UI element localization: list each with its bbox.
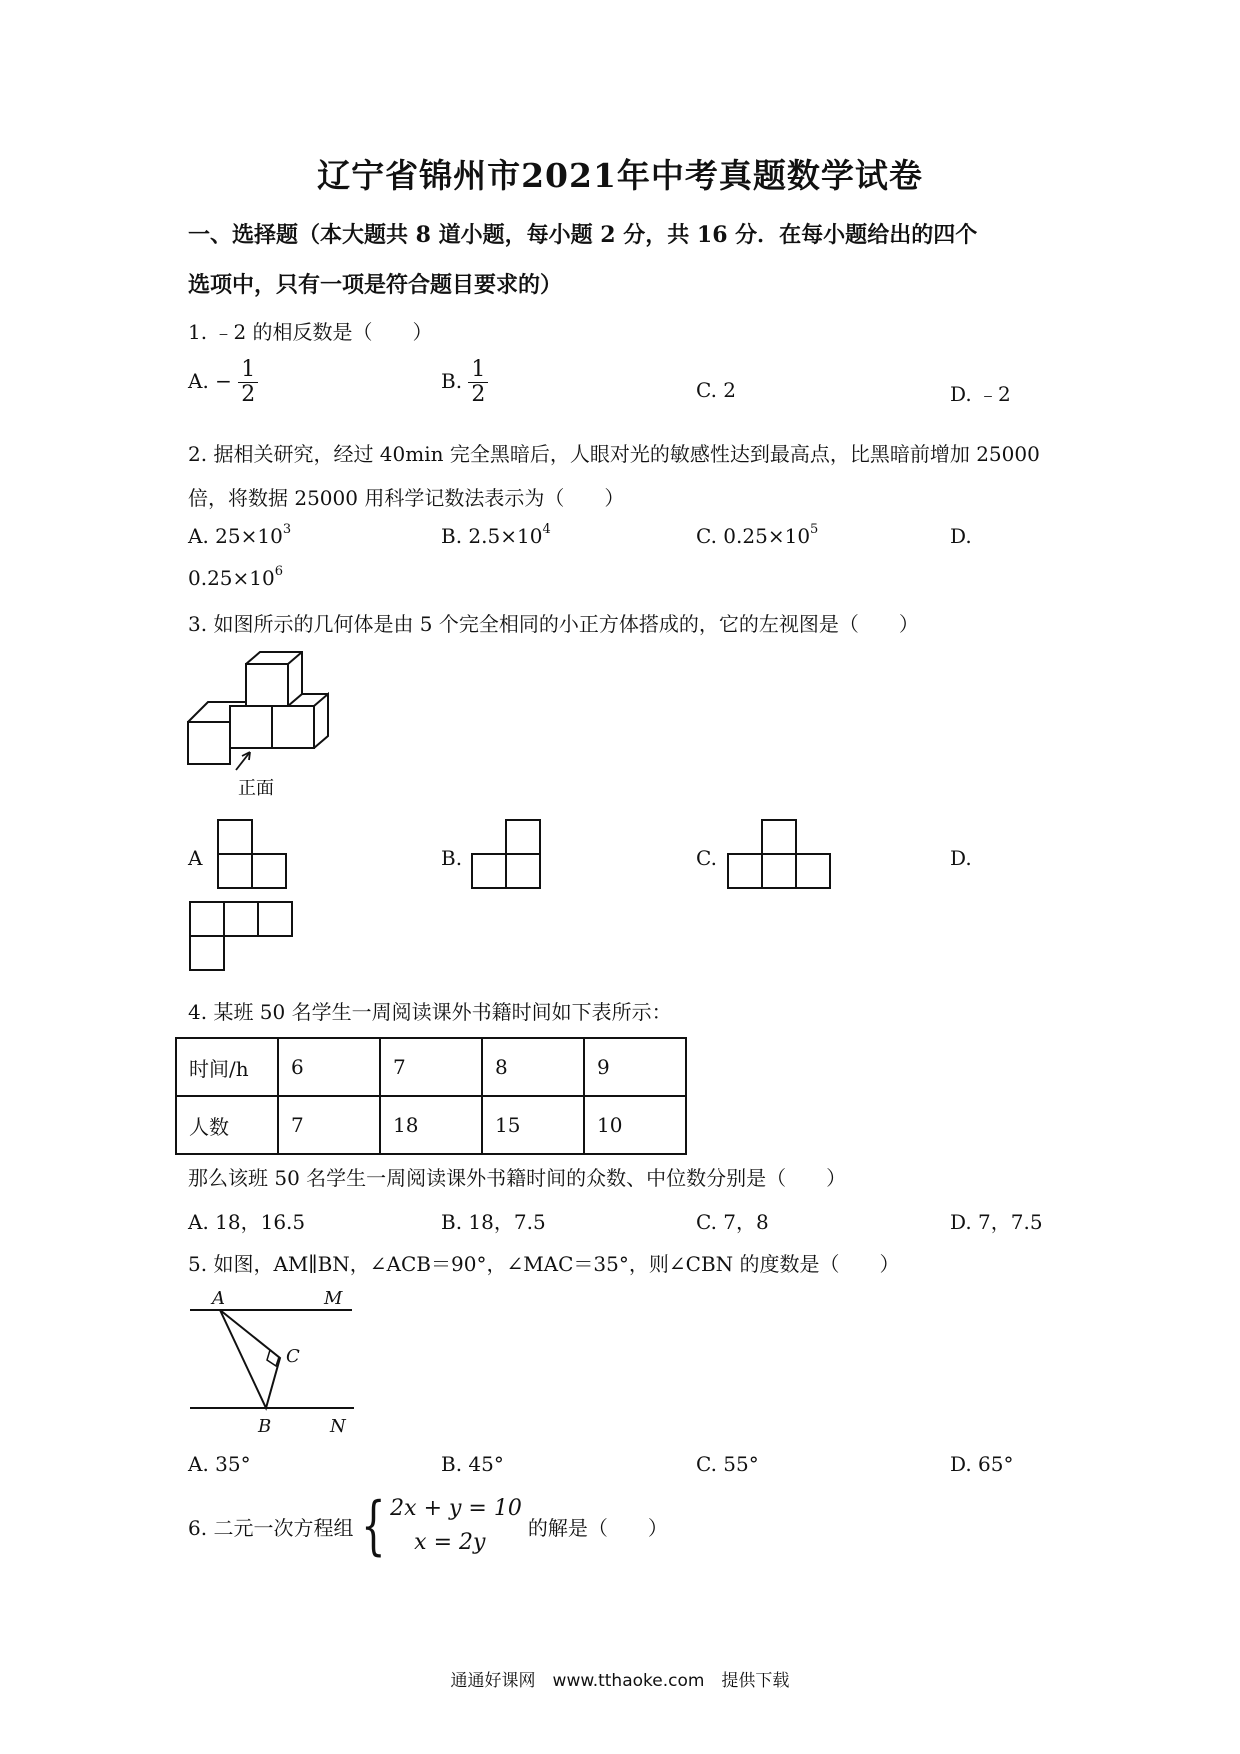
brace-icon: { (361, 1489, 387, 1563)
table-cell: 时间/h (176, 1038, 278, 1096)
q1-option-a-fraction (238, 358, 258, 407)
page-footer: 通通好课网 www.tthaoke.com 提供下载 (450, 1671, 790, 1691)
q6-suffix: 的解是（ ） (527, 1515, 668, 1540)
q4-question: 那么该班 50 名学生一周阅读课外书籍时间的众数、中位数分别是（ ） (188, 1166, 847, 1190)
q1-option-c: C. 2 (696, 378, 737, 402)
q1-a-denominator: 2 (241, 382, 256, 408)
q3-solid-figure (186, 650, 356, 800)
cube-top (246, 664, 288, 706)
q5-stem: 5. 如图，AM∥BN，∠ACB＝90°，∠MAC＝35°，则∠CBN 的度数是（ ） (188, 1252, 900, 1276)
q5-option-b: B. 45° (441, 1452, 504, 1476)
q6-equations (390, 1492, 522, 1560)
q3-stem: 3. 如图所示的几何体是由 5 个完全相同的小正方体搭成的，它的左视图是（ ） (188, 612, 919, 636)
point-label-a: A (212, 1288, 225, 1309)
table-cell: 10 (584, 1096, 686, 1154)
point-label-c: C (286, 1346, 300, 1367)
q4-table (175, 1037, 687, 1155)
table-cell: 8 (482, 1038, 584, 1096)
q5-option-d: D. 65° (950, 1452, 1014, 1476)
table-cell: 6 (278, 1038, 380, 1096)
q2-stem-line1: 2. 据相关研究，经过 40min 完全黑暗后，人眼对光的敏感性达到最高点，比黑暗前增加 25000 (188, 442, 1040, 466)
q3-option-c-label: C. (696, 846, 717, 870)
table-cell: 人数 (176, 1096, 278, 1154)
q3-option-c-view (726, 818, 836, 892)
q2-d-exponent: 6 (274, 564, 284, 579)
table-cell: 15 (482, 1096, 584, 1154)
q6-prefix: 6. 二元一次方程组 (188, 1515, 354, 1540)
q6-equation-2: x = 2y (414, 1530, 486, 1555)
table-row (176, 1096, 686, 1154)
table-cell: 9 (584, 1038, 686, 1096)
front-label: 正面 (238, 778, 274, 799)
front-arrow (236, 752, 250, 770)
q2-c-base: C. 0.25×10 (696, 524, 811, 548)
q3-option-b-label: B. (441, 846, 463, 870)
section-heading-line1: 一、选择题（本大题共 8 道小题，每小题 2 分，共 16 分．在每小题给出的四个 (188, 222, 978, 248)
q2-b-exponent: 4 (542, 522, 551, 537)
q4-option-c: C. 7，8 (696, 1210, 769, 1234)
cube-front-left (188, 722, 230, 764)
q1-a-numerator: 1 (238, 358, 258, 383)
q5-option-c: C. 55° (696, 1452, 759, 1476)
table-row (176, 1038, 686, 1096)
point-label-n: N (330, 1416, 346, 1437)
q1-option-b-fraction (468, 358, 488, 407)
q2-c-exponent: 5 (810, 522, 819, 537)
q3-option-a-label: A (188, 846, 203, 870)
q3-option-a-view (216, 818, 292, 892)
q6-equation-system (353, 1489, 522, 1563)
q5-geometry-figure (186, 1286, 358, 1438)
q1-option-d: D. ﹣2 (950, 382, 1011, 406)
q1-option-a (188, 358, 258, 407)
right-angle-mark (267, 1350, 279, 1366)
section-heading-line2: 选项中，只有一项是符合题目要求的） (188, 272, 563, 298)
q5-option-a: A. 35° (188, 1452, 251, 1476)
point-label-m: M (324, 1288, 343, 1309)
q2-option-b (441, 524, 551, 548)
q4-option-a: A. 18，16.5 (188, 1210, 306, 1234)
cube-front-right (272, 706, 314, 748)
q2-stem-line2: 倍，将数据 25000 用科学记数法表示为（ ） (188, 486, 625, 510)
q2-d-base: 0.25×10 (188, 566, 275, 590)
q1-b-denominator: 2 (471, 382, 486, 408)
q2-b-base: B. 2.5×10 (441, 524, 543, 548)
point-label-b: B (258, 1416, 272, 1437)
table-cell: 7 (278, 1096, 380, 1154)
q2-option-d-label: D. (950, 524, 972, 548)
q1-option-b (441, 358, 488, 407)
q4-option-b: B. 18，7.5 (441, 1210, 546, 1234)
q2-a-exponent: 3 (282, 522, 292, 537)
q2-option-d (188, 566, 283, 590)
q1-b-numerator: 1 (468, 358, 488, 383)
q6-line (188, 1489, 668, 1563)
triangle-acb (220, 1310, 280, 1408)
q6-equation-1: 2x + y = 10 (390, 1496, 522, 1521)
q3-option-d-label: D. (950, 846, 972, 870)
q3-option-d-view (188, 900, 298, 974)
q4-stem: 4. 某班 50 名学生一周阅读课外书籍时间如下表所示： (188, 1000, 672, 1024)
q1-option-a-prefix: A. − (188, 369, 232, 394)
table-cell: 7 (380, 1038, 482, 1096)
q2-option-a (188, 524, 291, 548)
q3-option-b-view (470, 818, 546, 892)
cube-front-middle (230, 706, 272, 748)
q2-a-base: A. 25×10 (188, 524, 283, 548)
q4-option-d: D. 7，7.5 (950, 1210, 1043, 1234)
page-title: 辽宁省锦州市2021年中考真题数学试卷 (317, 156, 923, 195)
q1-option-b-prefix: B. (441, 369, 463, 394)
table-cell: 18 (380, 1096, 482, 1154)
q2-option-c (696, 524, 818, 548)
q1-stem: 1. ﹣2 的相反数是（ ） (188, 320, 433, 344)
